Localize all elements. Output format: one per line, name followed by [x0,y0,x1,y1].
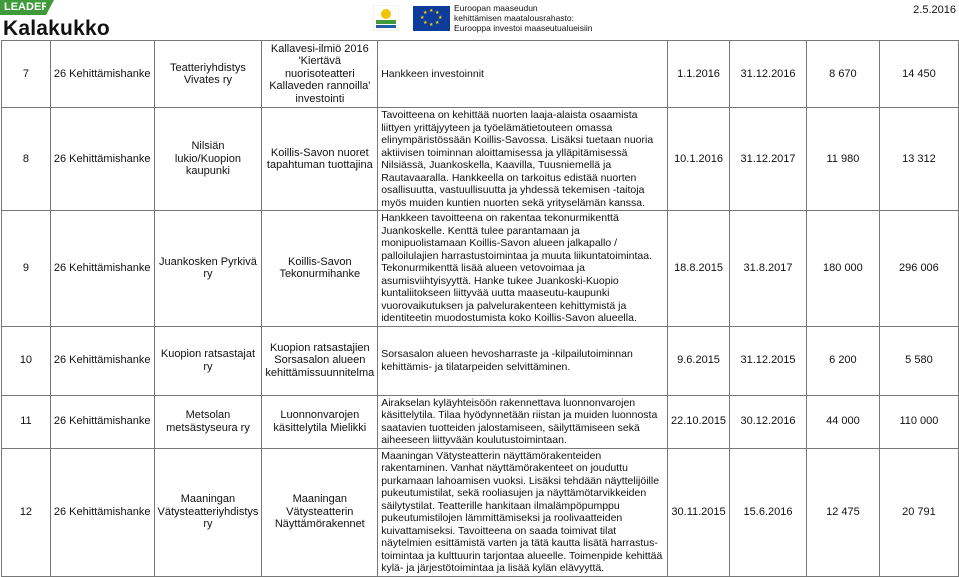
project-type: 26 Kehittämishanke [50,108,154,211]
table-row [2,211,959,327]
start-date: 10.1.2016 [668,108,730,211]
project-name: Koillis-Savon nuoret tapahtuman tuottajina [262,108,378,211]
total-cost: 20 791 [879,448,958,576]
total-cost: 14 450 [879,41,958,108]
end-date: 31.12.2015 [730,326,807,395]
eu-line: Euroopan maaseudun [454,3,538,13]
project-description: Tavoitteena on kehittää nuorten laaja-alaista osaamista liittyen yrittäjyyteen ja työelämätietouteen omassa elinympäristössään Koillis-Savossa. Lisäksi tuetaan nuoria aktiivisen toiminnan aloittamisessa ja ylläpitämisessä Nilsiässä, Juankoskella, Kaavilla, Tuusniemellä ja Rautavaaralla. Hankkeella on tarkoitus edistää nuorten osallisuutta, vastuullisuutta ja yhdessä tekemisen -taitoja myös muiden kuntien nuorten sekä yrityselämän kanssa. [378,108,668,211]
document-title: Kalakukko [3,17,110,40]
total-cost: 5 580 [879,326,958,395]
start-date: 22.10.2015 [668,395,730,448]
eu-line: Eurooppa investoi maaseutualueisiin [454,23,593,33]
row-number: 8 [2,108,51,211]
document-date: 2.5.2016 [913,4,956,16]
project-type: 26 Kehittämishanke [50,211,154,327]
project-name: Koillis-Savon Tekonurmihanke [262,211,378,327]
table-row [2,41,959,108]
start-date: 9.6.2015 [668,326,730,395]
public-funding: 6 200 [806,326,879,395]
end-date: 31.12.2016 [730,41,807,108]
project-description: Hankkeen investoinnit [378,41,668,108]
public-funding: 11 980 [806,108,879,211]
project-type: 26 Kehittämishanke [50,41,154,108]
total-cost: 13 312 [879,108,958,211]
public-funding: 44 000 [806,395,879,448]
eu-fund-text [454,3,592,33]
applicant: Maaningan Vätysteatteriyhdistys ry [154,448,262,576]
table-row [2,395,959,448]
end-date: 30.12.2016 [730,395,807,448]
applicant: Kuopion ratsastajat ry [154,326,262,395]
start-date: 18.8.2015 [668,211,730,327]
end-date: 15.6.2016 [730,448,807,576]
project-type: 26 Kehittämishanke [50,448,154,576]
project-description: Airakselan kyläyhteisöön rakennettava luonnonvarojen käsittelytila. Tilaa hyödynnetään riistan ja muiden luonnosta saatavien tuotteiden jalostamiseen, säilyttämiseen sekä aiheeseen liittyvään koulutustoimintaan. [378,395,668,448]
project-name: Kallavesi-ilmiö 2016 'Kiertävä nuorisoteatteri Kallaveden rannoilla' investointi [262,41,378,108]
project-type: 26 Kehittämishanke [50,395,154,448]
project-name: Kuopion ratsastajien Sorsasalon alueen kehittämissuunnitelma [262,326,378,395]
public-funding: 8 670 [806,41,879,108]
leader-logo-icon [373,5,399,31]
eu-flag-icon: ★ ★ ★ ★ ★ ★ ★ ★ [413,6,450,31]
applicant: Metsolan metsästyseura ry [154,395,262,448]
project-table [1,40,959,577]
start-date: 30.11.2015 [668,448,730,576]
total-cost: 296 006 [879,211,958,327]
applicant: Teatteriyhdistys Vivates ry [154,41,262,108]
row-number: 7 [2,41,51,108]
total-cost: 110 000 [879,395,958,448]
table-row [2,326,959,395]
row-number: 11 [2,395,51,448]
funding-logos [373,2,603,36]
public-funding: 180 000 [806,211,879,327]
eu-line: kehittämisen maatalousrahasto: [454,13,575,23]
row-number: 9 [2,211,51,327]
row-number: 10 [2,326,51,395]
start-date: 1.1.2016 [668,41,730,108]
leader-badge: LEADER [0,0,46,15]
end-date: 31.8.2017 [730,211,807,327]
project-description: Sorsasalon alueen hevosharraste ja -kilpailutoiminnan kehittämis- ja tilatarpeiden selvittäminen. [378,326,668,395]
page-header [0,0,959,40]
project-name: Maaningan Vätysteatterin Näyttämörakennet [262,448,378,576]
applicant: Nilsiän lukio/Kuopion kaupunki [154,108,262,211]
project-type: 26 Kehittämishanke [50,326,154,395]
table-row [2,448,959,576]
public-funding: 12 475 [806,448,879,576]
project-description: Maaningan Vätysteatterin näyttämörakenteiden rakentaminen. Vanhat näyttämörakenteet on jouduttu purkamaan lahoamisen vuoksi. Lisäksi tehdään näyttelijöille pukeutumistilat, sekä rooliasujen ja näyttämötarvikkeiden säilytystilat. Teatterille hankitaan ilmalämpöpumppu pukeutumistilojen lämmittämiseksi ja roolivaatteiden kuivattamiseksi. Tavoitteena on saada toimivat tilat näytelmien esittämistä varten ja tätä kautta lisätä harrastus-toimintaa ja kulttuurin tarjontaa alueelle. Toimenpide kehittää kylä- ja järjestötoimintaa ja lisää kylän elävyyttä. [378,448,668,576]
table-row [2,108,959,211]
project-description: Hankkeen tavoitteena on rakentaa tekonurmikenttä Juankoskelle. Kenttä tulee parantamaan ja monipuolistamaan Koillis-Savon alueen jalkapallo / palloilulajien harrastustoimintaa ja muuta liikuntatoimintaa. Tekonurmikenttä lisää alueen vetovoimaa ja asumisviihtyisyyttä. Hanke tukee Juankoski-Kuopio kuntaliitokseen liittyvää uutta maaseutu-kaupunki vuorovaikutuksen ja palvelurakenteen kehittymistä ja identiteetin muodostumista koko Koillis-Savon alueella. [378,211,668,327]
row-number: 12 [2,448,51,576]
applicant: Juankosken Pyrkivä ry [154,211,262,327]
end-date: 31.12.2017 [730,108,807,211]
project-name: Luonnonvarojen käsittelytila Mielikki [262,395,378,448]
